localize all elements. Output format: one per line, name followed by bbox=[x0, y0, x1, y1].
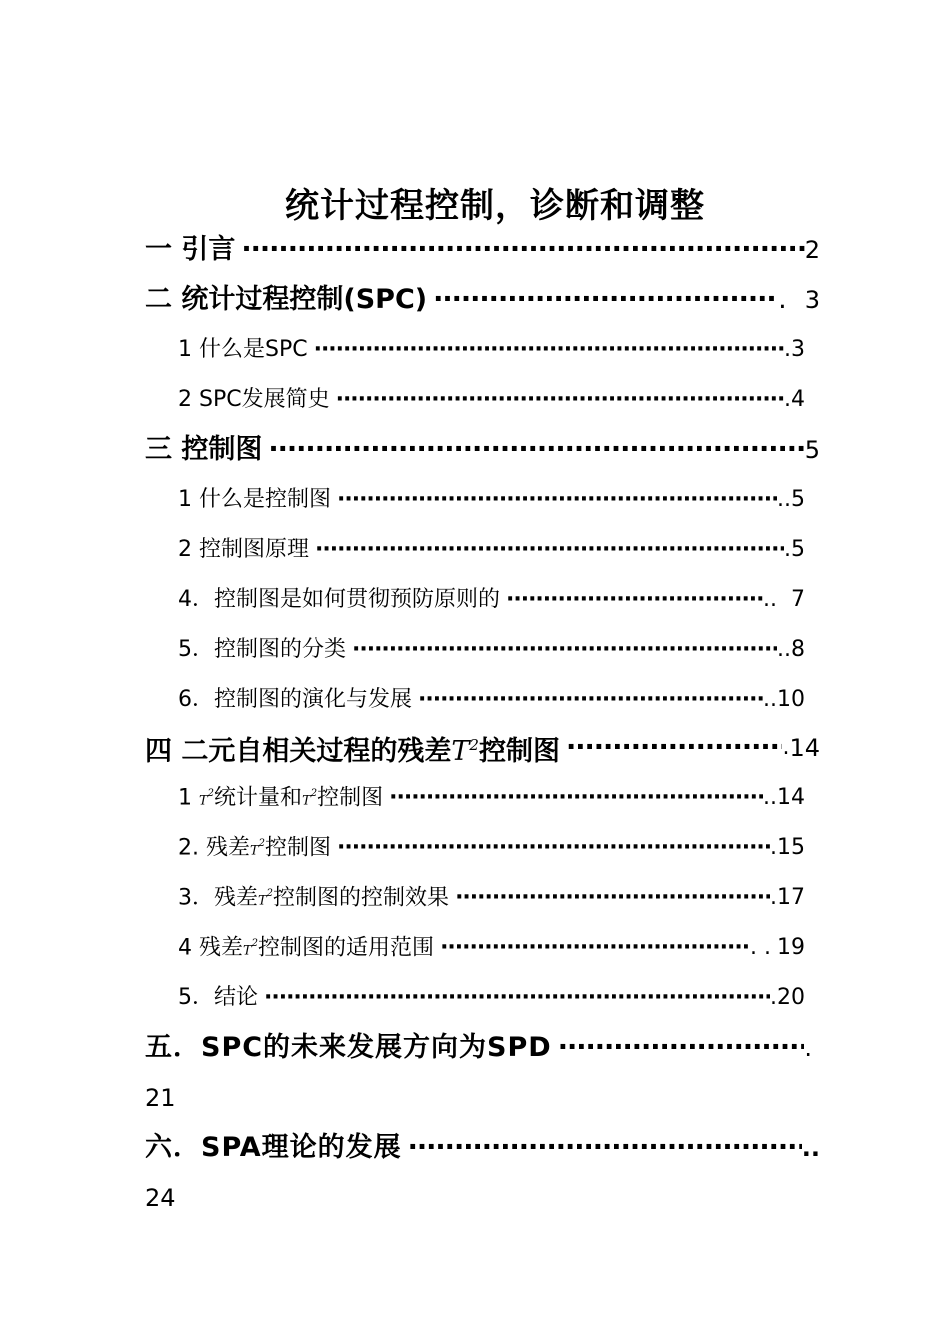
toc-label-text: 四 二元自相关过程的残差 bbox=[145, 735, 452, 767]
t-variable: T bbox=[243, 943, 252, 959]
toc-label: 5．结论 bbox=[178, 985, 258, 1010]
toc-label-text: 控制图的控制效果 bbox=[273, 885, 450, 911]
toc-page: 19 bbox=[777, 935, 805, 960]
toc-leader bbox=[383, 778, 763, 818]
toc-label-text: 3．残差 bbox=[178, 885, 258, 911]
toc-leader-end: . bbox=[782, 735, 790, 760]
toc-page: 15 bbox=[777, 835, 805, 860]
toc-leader-end: .. bbox=[763, 785, 777, 810]
toc-page: 5 bbox=[804, 436, 820, 464]
toc-leader bbox=[402, 1128, 802, 1168]
toc-label-text: 控制图的适用范围 bbox=[258, 935, 435, 961]
toc-label-text: 控制图 bbox=[478, 735, 560, 767]
toc-entry-control-chart[interactable] bbox=[145, 430, 820, 470]
toc-entry-residual-t2[interactable] bbox=[145, 728, 820, 768]
toc-page: 20 bbox=[777, 985, 805, 1010]
toc-leader-end: . bbox=[784, 537, 791, 562]
toc-label: 5．控制图的分类 bbox=[178, 637, 346, 662]
toc-label: 五．SPC的未来发展方向为SPD bbox=[145, 1032, 552, 1063]
toc-leader bbox=[449, 878, 770, 918]
toc-label-text: 2. 残差 bbox=[178, 835, 250, 861]
superscript: 2 bbox=[310, 788, 318, 800]
toc-label: 1 什么是SPC bbox=[178, 337, 308, 362]
toc-page: 5 bbox=[791, 487, 805, 512]
toc-entry-residual-t2-chart[interactable] bbox=[178, 828, 805, 868]
toc-label: 4．控制图是如何贯彻预防原则的 bbox=[178, 587, 500, 612]
toc-leader bbox=[434, 928, 750, 968]
toc-leader-end: . bbox=[770, 985, 777, 1010]
toc-leader-end: . bbox=[770, 885, 777, 910]
toc-leader bbox=[552, 1028, 805, 1068]
toc-label: 6．控制图的演化与发展 bbox=[178, 687, 412, 712]
superscript: 2 bbox=[251, 938, 259, 950]
t-variable: T bbox=[199, 793, 208, 809]
t-variable: T bbox=[302, 793, 311, 809]
toc-leader bbox=[309, 530, 784, 570]
toc-page: 17 bbox=[777, 885, 805, 910]
toc-label-text: 控制图 bbox=[317, 785, 384, 811]
toc-entry-what-is-control-chart[interactable] bbox=[178, 480, 805, 520]
toc-page: 24 bbox=[145, 1184, 176, 1212]
toc-page: 2 bbox=[804, 236, 820, 264]
toc-page: 10 bbox=[777, 687, 805, 712]
toc-leader bbox=[258, 978, 770, 1018]
toc-label bbox=[178, 924, 434, 971]
toc-page: 14 bbox=[777, 785, 805, 810]
document-title: 统计过程控制，诊断和调整 bbox=[285, 186, 705, 226]
toc-label: 2 SPC发展简史 bbox=[178, 387, 330, 412]
toc-label bbox=[145, 725, 560, 772]
toc-label: 六．SPA理论的发展 bbox=[145, 1132, 402, 1163]
toc-label: 三 控制图 bbox=[145, 434, 263, 465]
toc-leader-end: . bbox=[778, 284, 787, 315]
toc-entry-spc-future[interactable] bbox=[145, 1028, 812, 1068]
toc-label bbox=[178, 874, 449, 921]
toc-leader bbox=[330, 380, 784, 420]
toc-label-text: 1 bbox=[178, 785, 199, 811]
toc-leader bbox=[235, 230, 804, 270]
toc-leader-end: . . bbox=[750, 935, 771, 960]
toc-label-text: 控制图 bbox=[265, 835, 332, 861]
toc-page: 8 bbox=[791, 637, 805, 662]
toc-entry-evolution[interactable] bbox=[178, 680, 805, 720]
toc-leader-end: .. bbox=[763, 587, 777, 612]
toc-leader bbox=[331, 480, 777, 520]
toc-page: 3 bbox=[791, 337, 805, 362]
toc-leader bbox=[500, 580, 763, 620]
toc-entry-t2-statistic[interactable] bbox=[178, 778, 805, 818]
toc-entry-spc[interactable] bbox=[145, 280, 820, 320]
toc-label: 二 统计过程控制(SPC) bbox=[145, 284, 428, 315]
toc-page: 14 bbox=[789, 734, 820, 762]
toc-entry-applicable-range[interactable] bbox=[178, 928, 805, 968]
toc-leader-end: . bbox=[770, 835, 777, 860]
toc-label: 2 控制图原理 bbox=[178, 537, 309, 562]
toc-entry-prevention-principle[interactable] bbox=[178, 580, 805, 620]
toc-page: 3 bbox=[804, 286, 820, 314]
toc-leader-end: .. bbox=[763, 687, 777, 712]
toc-page: 7 bbox=[791, 587, 805, 612]
toc-leader-end: .. bbox=[801, 1134, 820, 1162]
toc-label-text: 统计量和 bbox=[214, 785, 303, 811]
toc-label-text: 4 残差 bbox=[178, 935, 243, 961]
toc-label: 一 引言 bbox=[145, 234, 236, 265]
toc-entry-control-effect[interactable] bbox=[178, 878, 805, 918]
toc-entry-spc-history[interactable] bbox=[178, 380, 805, 420]
superscript: 2 bbox=[469, 735, 479, 754]
toc-leader bbox=[346, 630, 777, 670]
toc-leader-end: . bbox=[804, 1034, 812, 1062]
toc-entry-introduction[interactable] bbox=[145, 230, 820, 270]
toc-leader bbox=[331, 828, 770, 868]
toc-leader-end: .. bbox=[777, 637, 791, 662]
toc-entry-spa-theory[interactable] bbox=[145, 1128, 820, 1168]
toc-label: 1 什么是控制图 bbox=[178, 487, 331, 512]
superscript: 2 bbox=[266, 888, 274, 900]
toc-leader bbox=[262, 430, 804, 470]
toc-entry-what-is-spc[interactable] bbox=[178, 330, 805, 370]
t-variable: T bbox=[258, 893, 267, 909]
toc-leader-end: . bbox=[784, 387, 791, 412]
superscript: 2 bbox=[258, 838, 266, 850]
toc-leader bbox=[560, 728, 782, 768]
toc-page: 5 bbox=[791, 537, 805, 562]
t-variable: T bbox=[451, 735, 470, 767]
toc-leader bbox=[308, 330, 784, 370]
superscript: 2 bbox=[207, 788, 215, 800]
toc-entry-conclusion[interactable] bbox=[178, 978, 805, 1018]
toc-label bbox=[178, 774, 383, 821]
toc-leader-end: .. bbox=[777, 487, 791, 512]
toc-entry-classification[interactable] bbox=[178, 630, 805, 670]
toc-label bbox=[178, 824, 331, 871]
toc-page: 4 bbox=[791, 387, 805, 412]
toc-entry-control-chart-principle[interactable] bbox=[178, 530, 805, 570]
toc-leader bbox=[427, 280, 778, 320]
toc-leader-end: . bbox=[784, 337, 791, 362]
toc-leader bbox=[412, 680, 763, 720]
toc-page: 21 bbox=[145, 1084, 176, 1112]
t-variable: T bbox=[249, 843, 259, 859]
